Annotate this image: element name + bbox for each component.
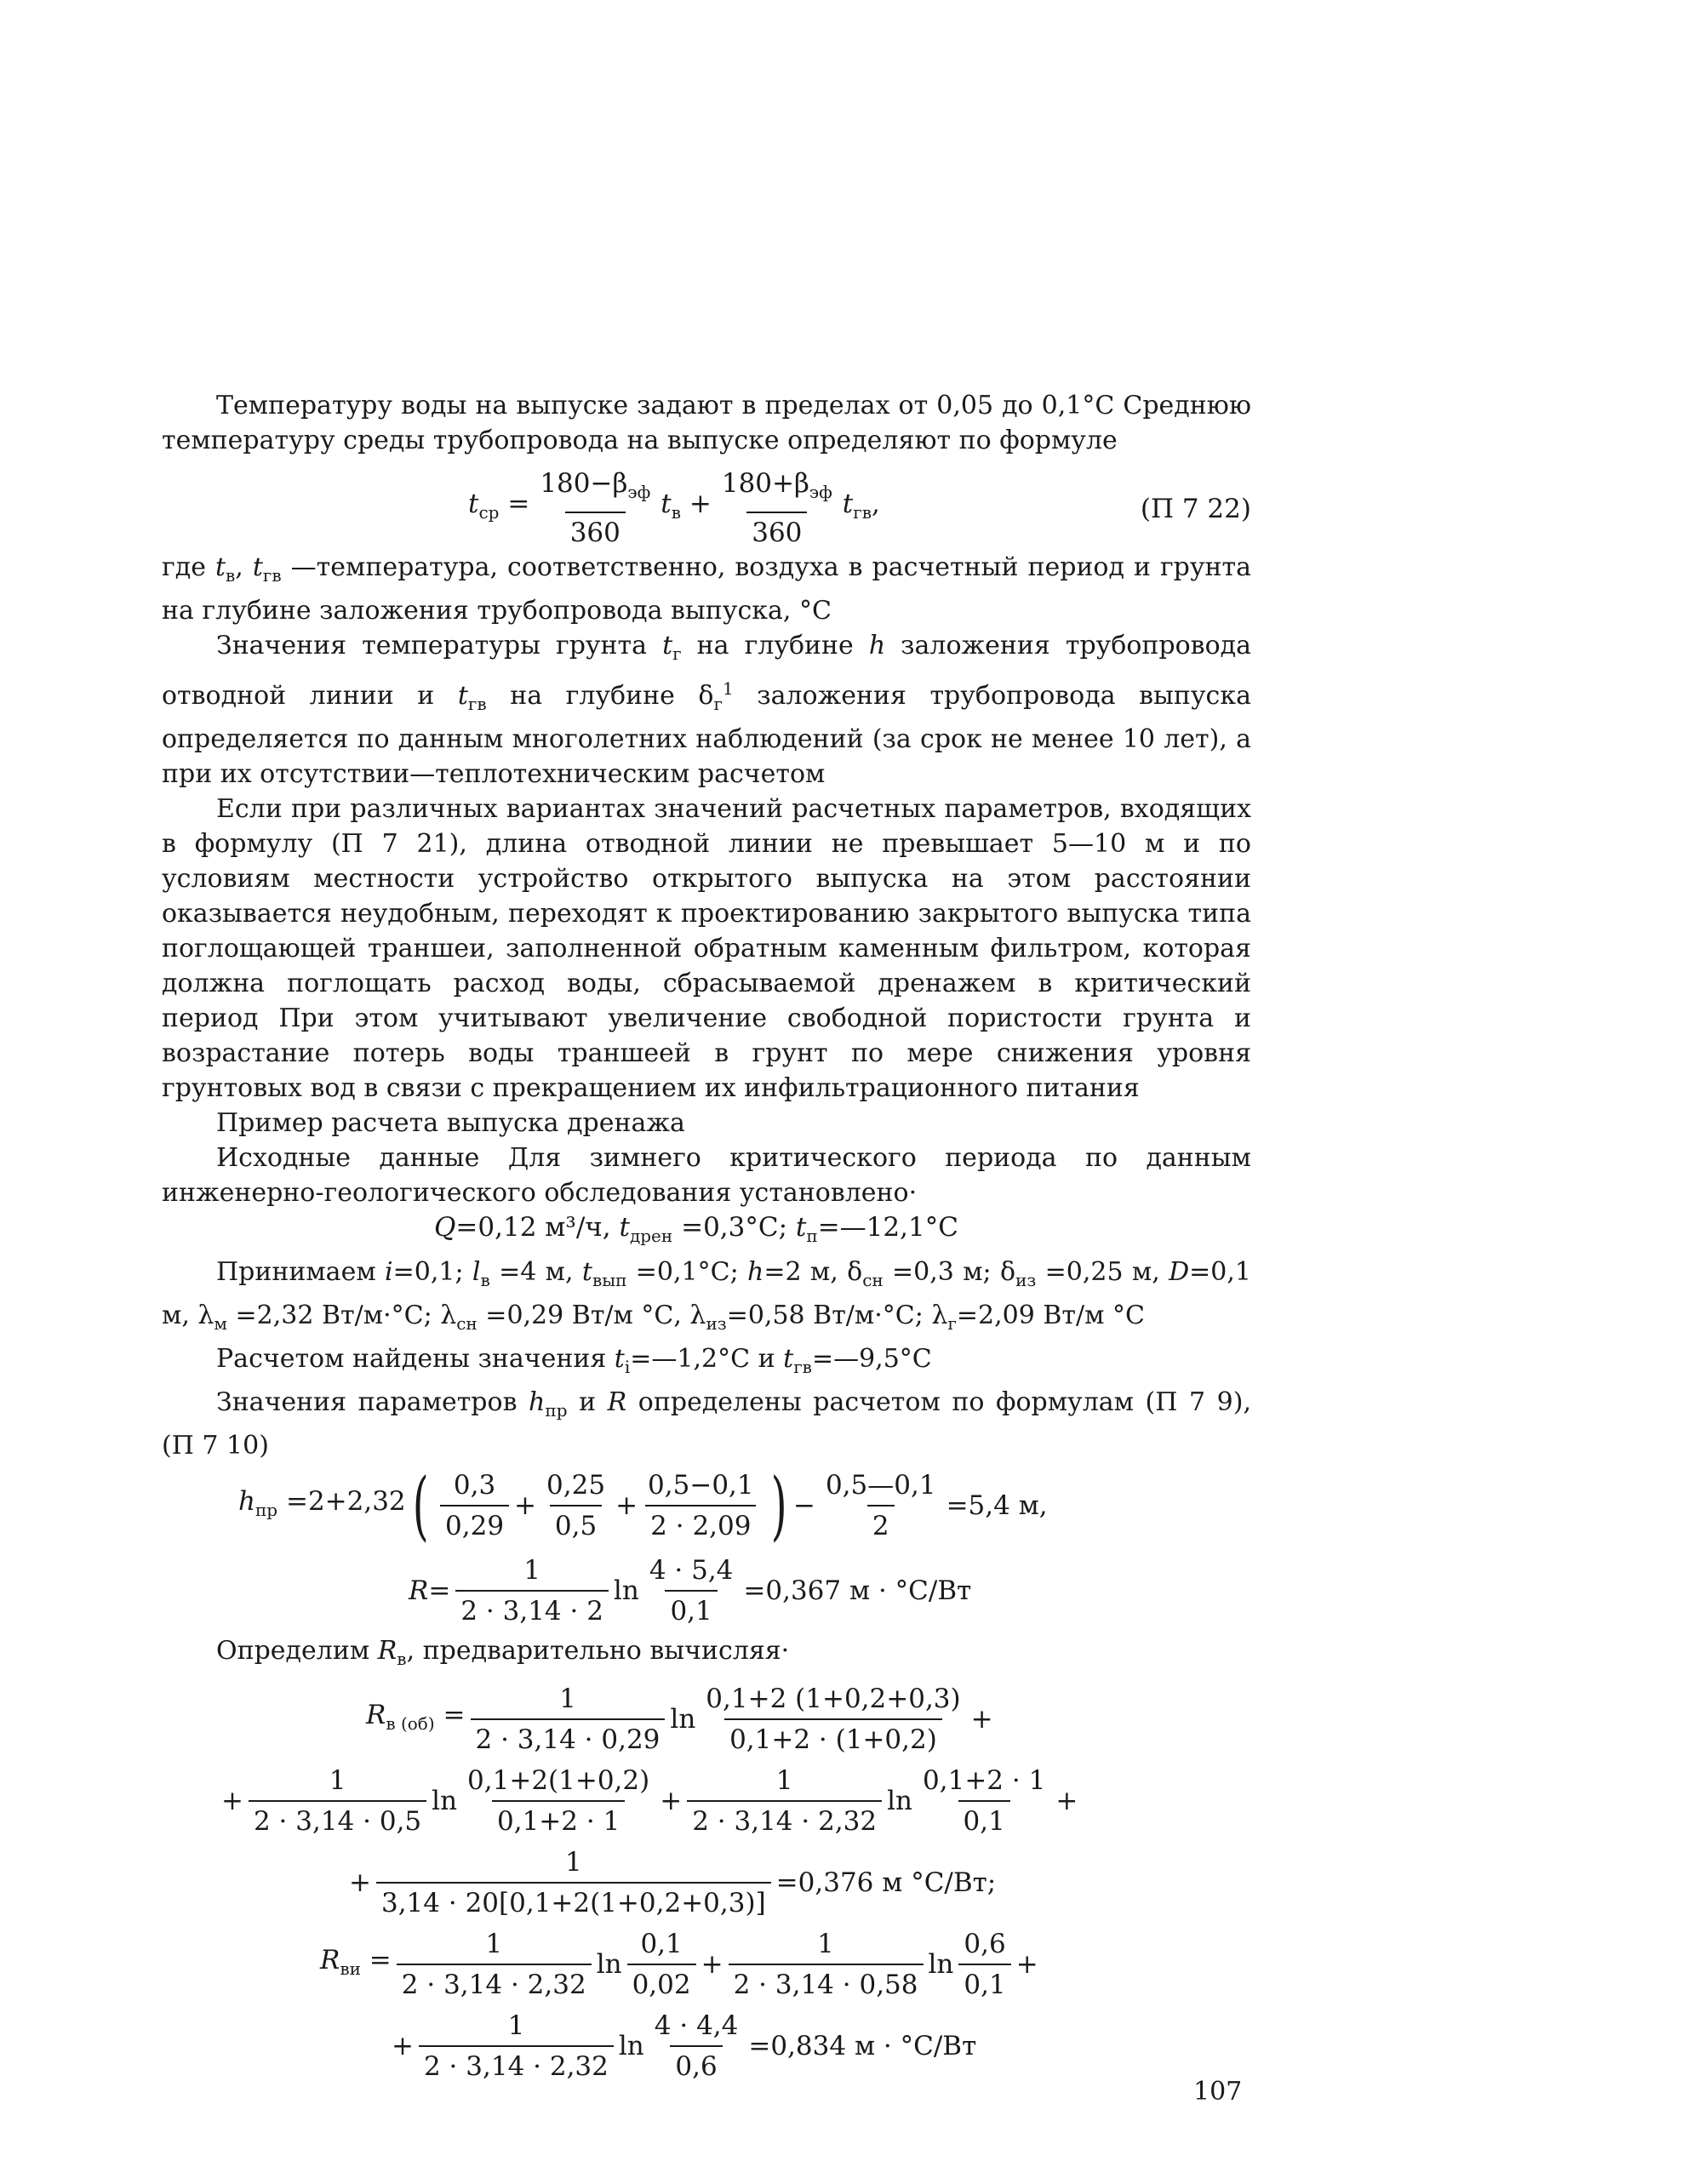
paragraph-5: Пример расчета выпуска дренажа [216,1108,685,1138]
page-content [162,388,1251,2085]
paragraph-3: Значения температуры грунта $t_г$ на глубине h заложения трубопровода отводной линии и $t_{гв}$ на глубине $\delta_г^1$ заложения трубопровода выпуска определяется по данным многолетних наблюдений (за срок не менее 10 лет), а при их отсутствии—теплотехническим расчетом [162,631,1251,789]
page-number: 107 [1193,2077,1243,2107]
equation-hpr: $h_{пр} =2+2,32$ ( $\frac{0,3}{0,29}$ + $\frac{0,25}{0,5}$ + $\frac{0,5-0,1}{2 \cdot 2,09}$ ) − $\frac{0,5—0,1}{2}$ =5,4 м, [238,1461,1048,1549]
rvob-result: =0,376 м °С/Вт; [775,1867,997,1898]
paragraph-4: Если при различных вариантах значений расчетных параметров, входящих в формулу (П 7 21), длина отводной линии не превышает 5—10 м и по условиям местности устройство открытого выпуска на этом расстоянии оказывается неудобным, переходят к проектированию закрытого выпуска типа поглощающей траншеи, заполненной обратным каменным фильтром, которая должна поглощать расход воды, сбрасываемой дренажем в критический период При этом учитывают увеличение свободной пористости грунта и возрастание потерь воды траншеей в грунт по мере снижения уровня грунтовых вод в связи с прекращением их инфильтрационного питания [162,794,1251,1103]
equation-rvi-line1: $R_{ви}$ = $\frac{1}{2 \cdot 3,14 \cdot 2,32}$ ln $\frac{0,1}{0,02}$ + $\frac{1}{2 \cdot 3,14 \cdot 0,58}$ ln $\frac{0,6}{0,1}$ + [320,1929,1038,2000]
equation-tcp: $t_{ср}$ = $\frac{180-\beta_{эф}}{360}$ $t_в$ + $\frac{180+\beta_{эф}}{360}$ $t_{гв}$, (П 7 22) [468,468,1251,549]
equation-rvob-line2: + $\frac{1}{2 \cdot 3,14 \cdot 0,5}$ ln $\frac{0,1+2(1+0,2)}{0,1+2 \cdot 1}$ + $\frac{1}{2 \cdot 3,14 \cdot 2,32}$ ln $\frac{0,1+2 \cdot 1}{0,1}$ + [221,1765,1078,1837]
equation-number: (П 7 22) [1140,494,1251,524]
equation-rvob-line3: + $\frac{1}{3,14 \cdot 20[0,1+2(1+0,2+0,3)]}$ =0,376 м °С/Вт; [349,1847,997,1918]
paragraph-1: Температуру воды на выпуске задают в пределах от 0,05 до 0,1°С Среднюю температуру среды трубопровода на выпуске определяют по формуле [162,391,1251,455]
paragraph-8: Расчетом найдены значения $t_i=—1,2^\circ С$ и $t_{гв}=—9,5^\circ С$ [216,1344,932,1377]
equation-q: Q=0,12 м³/ч, $t_{дрен} =0,3^\circ С$; $t_п=—12,1^\circ С$ [434,1212,958,1247]
paragraph-9: Значения параметров $h_{пр}$ и R определены расчетом по формулам (П 7 9), (П 7 10) [162,1387,1251,1461]
paragraph-7: Принимаем i=0,1; $l_в =4$ м, $t_{вып} =0,1^\circ С$; h=2 м, $\delta_{сн} =0,3$ м; $\delta_{из} =0,25$ м, D=0,1 м, $\lambda_м =2,32$ Вт/м·°С; $\lambda_{сн} =0,29$ Вт/м °С, $\lambda_{из}=0,58$ Вт/м·°С; $\lambda_г=2,09$ Вт/м °С [162,1257,1252,1334]
rvi-result: =0,834 м · °С/Вт [748,2031,977,2061]
hpr-result: =5,4 м, [946,1490,1048,1521]
r-result: =0,367 м · °С/Вт [743,1575,972,1606]
equation-r: R= $\frac{1}{2 \cdot 3,14 \cdot 2}$ ln $\frac{4 \cdot 5,4}{0,1}$ =0,367 м · °С/Вт [409,1555,972,1627]
equation-rvob-line1: $R_{в (об)}$ = $\frac{1}{2 \cdot 3,14 \cdot 0,29}$ ln $\frac{0,1+2 (1+0,2+0,3)}{0,1+2 \cdot (1+0,2)}$ + [366,1684,993,1755]
paragraph-2: где $t_в$, $t_{гв}$ —температура, соответственно, воздуха в расчетный период и грунта на глубине заложения трубопровода выпуска, °С [162,552,1252,626]
paragraph-10: Определим $R_в$, предварительно вычисляя· [216,1636,790,1669]
paragraph-6: Исходные данные Для зимнего критического периода по данным инженерно-геологического обследования установлено· [162,1143,1251,1208]
equation-rvi-line2: + $\frac{1}{2 \cdot 3,14 \cdot 2,32}$ ln $\frac{4 \cdot 4,4}{0,6}$ =0,834 м · °С/Вт [392,2010,977,2082]
